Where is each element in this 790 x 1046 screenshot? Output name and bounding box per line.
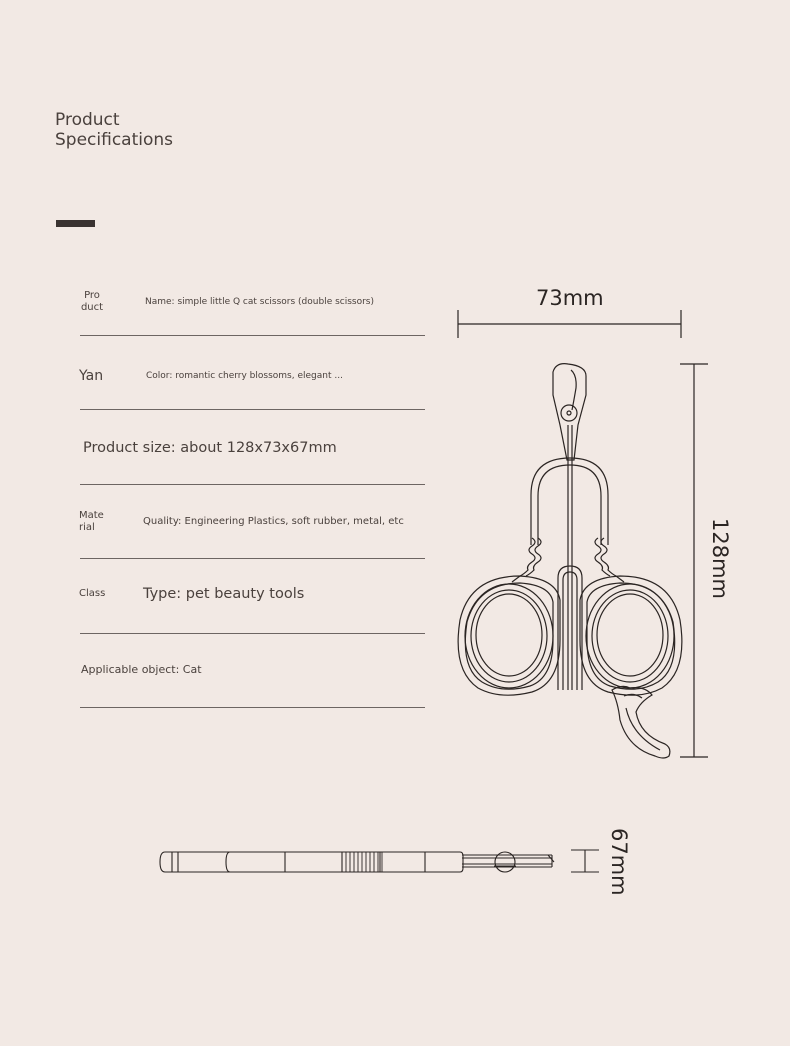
spec-value-color: Color: romantic cherry blossoms, elegant ...: [146, 371, 343, 381]
depth-dimension-line: [571, 850, 599, 872]
spec-value-size: Product size: about 128x73x67mm: [83, 440, 337, 456]
spec-label-material: Mate rial: [79, 510, 104, 533]
spec-value-type: Type: pet beauty tools: [143, 586, 305, 602]
title-line-1: Product: [55, 110, 120, 130]
width-dimension-label: 73mm: [536, 286, 604, 310]
spec-value-name: Name: simple little Q cat scissors (double scissors): [145, 297, 375, 307]
depth-dimension-label: 67mm: [607, 828, 631, 896]
spec-label-color: Yan: [79, 368, 104, 384]
title-line-2: Specifications: [55, 130, 174, 150]
spec-label-product: Pro duct: [80, 290, 104, 313]
spec-value-material: Quality: Engineering Plastics, soft rubber, metal, etc: [143, 516, 404, 527]
spec-value-object: Applicable object: Cat: [81, 663, 202, 676]
spec-label-class: Class: [79, 588, 106, 599]
height-dimension-label: 128mm: [708, 518, 732, 599]
